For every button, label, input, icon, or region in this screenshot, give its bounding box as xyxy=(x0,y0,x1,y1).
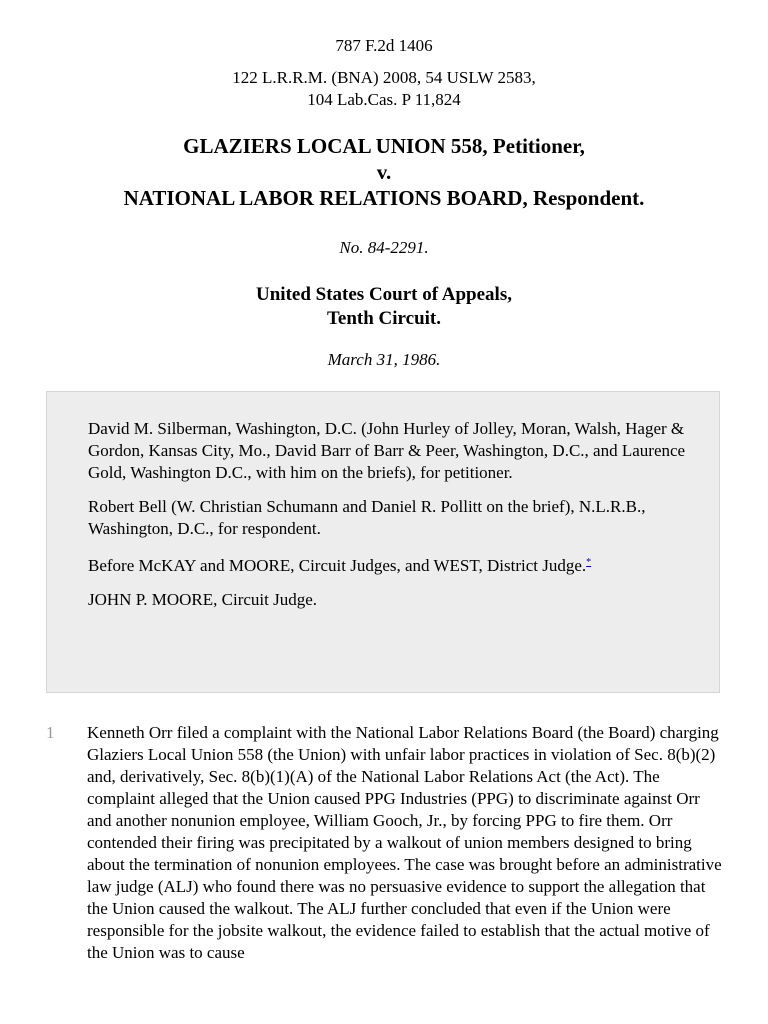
respondent-counsel: Robert Bell (W. Christian Schumann and Daniel R. Pollitt on the brief), N.L.R.B., Washington, D.C., for respondent. xyxy=(88,497,646,538)
footnote-link[interactable]: * xyxy=(586,557,592,568)
petitioner-counsel: David M. Silberman, Washington, D.C. (John Hurley of Jolley, Moran, Walsh, Hager & Gordon, Kansas City, Mo., David Barr of Barr & Peer, Washington, D.C., and Laurence Gold, Washington D.C., with him on the briefs), for petitioner. xyxy=(88,419,686,482)
parallel-citation-line: 104 Lab.Cas. P 11,824 xyxy=(307,90,461,109)
judges-panel-text: Before McKAY and MOORE, Circuit Judges, and WEST, District Judge. xyxy=(88,556,587,575)
petitioner-name: GLAZIERS LOCAL UNION 558, Petitioner, xyxy=(183,134,585,158)
respondent-name: NATIONAL LABOR RELATIONS BOARD, Respondent. xyxy=(123,186,645,210)
versus-label: v. xyxy=(376,160,392,184)
parallel-citation-line: 122 L.R.R.M. (BNA) 2008, 54 USLW 2583, xyxy=(232,68,536,87)
paragraph-text: Kenneth Orr filed a complaint with the National Labor Relations Board (the Board) charging Glaziers Local Union 558 (the Union) with unfair labor practices in violation of Sec. 8(b)(2) and, derivatively, Sec. 8(b)(1)(A) of the National Labor Relations Act (the Act). The complaint alleged that the Union caused PPG Industries (PPG) to discriminate against Orr and another nonunion employee, William Gooch, Jr., by forcing PPG to fire them. Orr contended their firing was precipitated by a walkout of union members designed to bring about the termination of nonunion employees. The case was brought before an administrative law judge (ALJ) who found there was no persuasive evidence to support the allegation that the Union caused the walkout. The ALJ further concluded that even if the Union were responsible for the jobsite walkout, the evidence failed to establish that the actual motive of the Union was to cause xyxy=(87,723,722,962)
court-name xyxy=(0,283,768,331)
court-circuit-line: Tenth Circuit. xyxy=(326,308,442,329)
case-caption xyxy=(0,133,768,211)
judges-panel xyxy=(88,552,689,577)
decision-date: March 31, 1986. xyxy=(327,350,441,369)
docket-number: No. 84-2291. xyxy=(339,238,429,257)
reporter-citation: 787 F.2d 1406 xyxy=(335,36,433,55)
court-name-line: United States Court of Appeals, xyxy=(256,284,512,305)
counsel-panel xyxy=(46,391,720,693)
opinion-author: JOHN P. MOORE, Circuit Judge. xyxy=(88,590,318,609)
parallel-citations xyxy=(0,67,768,111)
paragraph-number: 1 xyxy=(46,723,55,742)
